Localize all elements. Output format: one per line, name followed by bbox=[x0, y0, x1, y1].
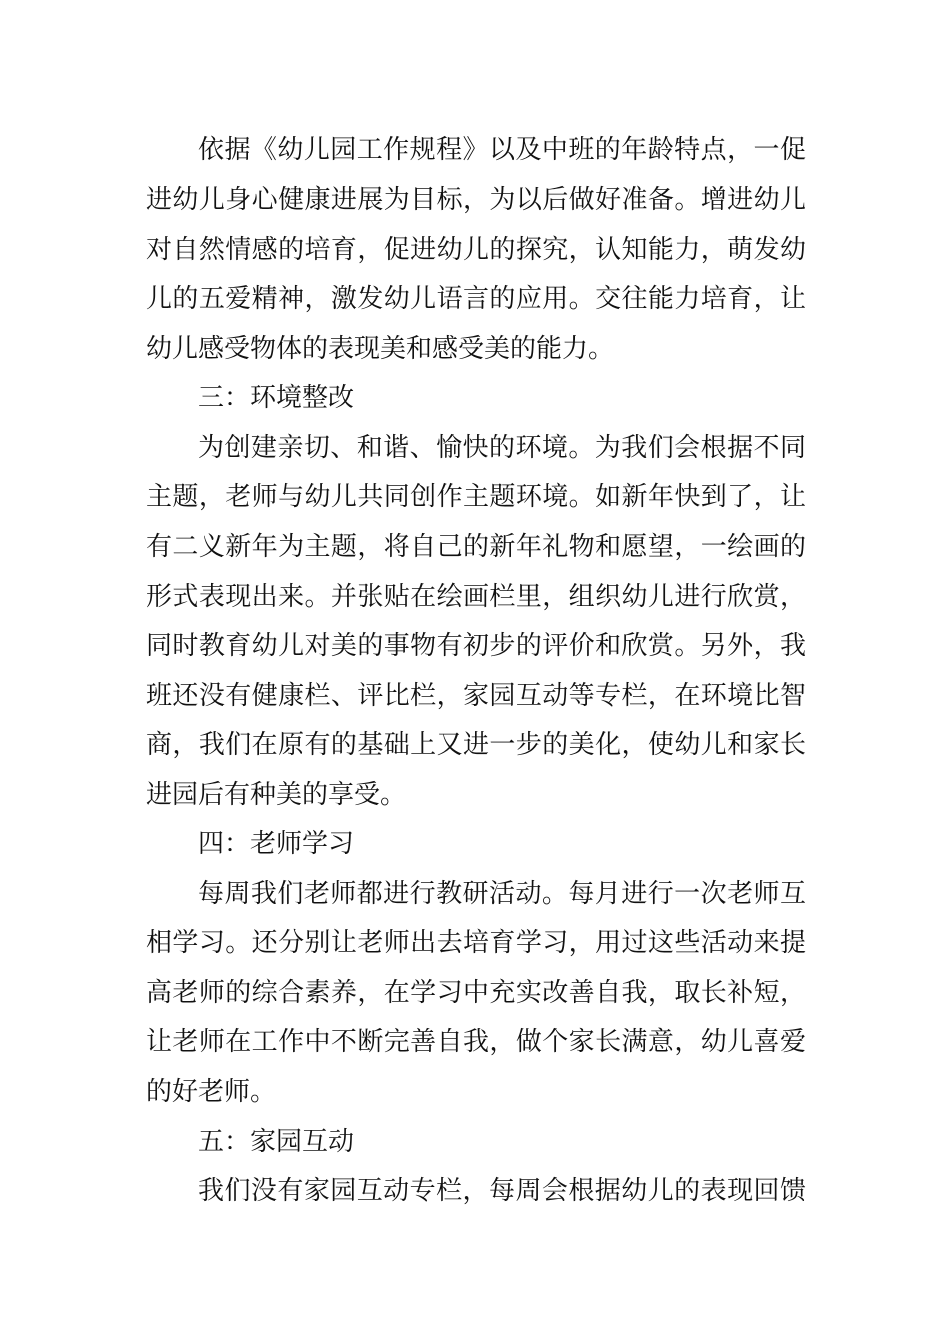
paragraph-line: 为创建亲切、和谐、愉快的环境。为我们会根据不同 bbox=[198, 433, 806, 463]
paragraph-line: 依据《幼儿园工作规程》以及中班的年龄特点，一促 bbox=[198, 135, 806, 165]
paragraph-line: 同时教育幼儿对美的事物有初步的评价和欣赏。另外，我 bbox=[146, 631, 806, 661]
section-heading: 四：老师学习 bbox=[198, 829, 355, 859]
paragraph-line: 的好老师。 bbox=[146, 1077, 277, 1107]
paragraph-line: 相学习。还分别让老师出去培育学习，用过这些活动来提 bbox=[146, 928, 806, 958]
paragraph-line: 有二义新年为主题，将自己的新年礼物和愿望，一绘画的 bbox=[146, 532, 806, 562]
paragraph-line: 我们没有家园互动专栏，每周会根据幼儿的表现回馈 bbox=[198, 1176, 806, 1206]
section-heading: 三：环境整改 bbox=[198, 383, 355, 413]
paragraph-line: 主题，老师与幼儿共同创作主题环境。如新年快到了，让 bbox=[146, 482, 806, 512]
paragraph-line: 进园后有种美的享受。 bbox=[146, 780, 407, 810]
paragraph-line: 进幼儿身心健康进展为目标，为以后做好准备。增进幼儿 bbox=[146, 185, 806, 215]
paragraph-line: 幼儿感受物体的表现美和感受美的能力。 bbox=[146, 334, 615, 364]
paragraph-line: 商，我们在原有的基础上又进一步的美化，使幼儿和家长 bbox=[146, 730, 806, 760]
paragraph-line: 让老师在工作中不断完善自我，做个家长满意，幼儿喜爱 bbox=[146, 1027, 806, 1057]
paragraph-line: 对自然情感的培育，促进幼儿的探究，认知能力，萌发幼 bbox=[146, 235, 806, 265]
paragraph-line: 高老师的综合素养，在学习中充实改善自我，取长补短， bbox=[146, 978, 806, 1008]
paragraph-line: 形式表现出来。并张贴在绘画栏里，组织幼儿进行欣赏， bbox=[146, 582, 806, 612]
paragraph-line: 每周我们老师都进行教研活动。每月进行一次老师互 bbox=[198, 879, 806, 909]
section-heading: 五：家园互动 bbox=[198, 1127, 355, 1157]
paragraph-line: 儿的五爱精神，激发幼儿语言的应用。交往能力培育，让 bbox=[146, 284, 806, 314]
paragraph-line: 班还没有健康栏、评比栏，家园互动等专栏，在环境比智 bbox=[146, 681, 806, 711]
